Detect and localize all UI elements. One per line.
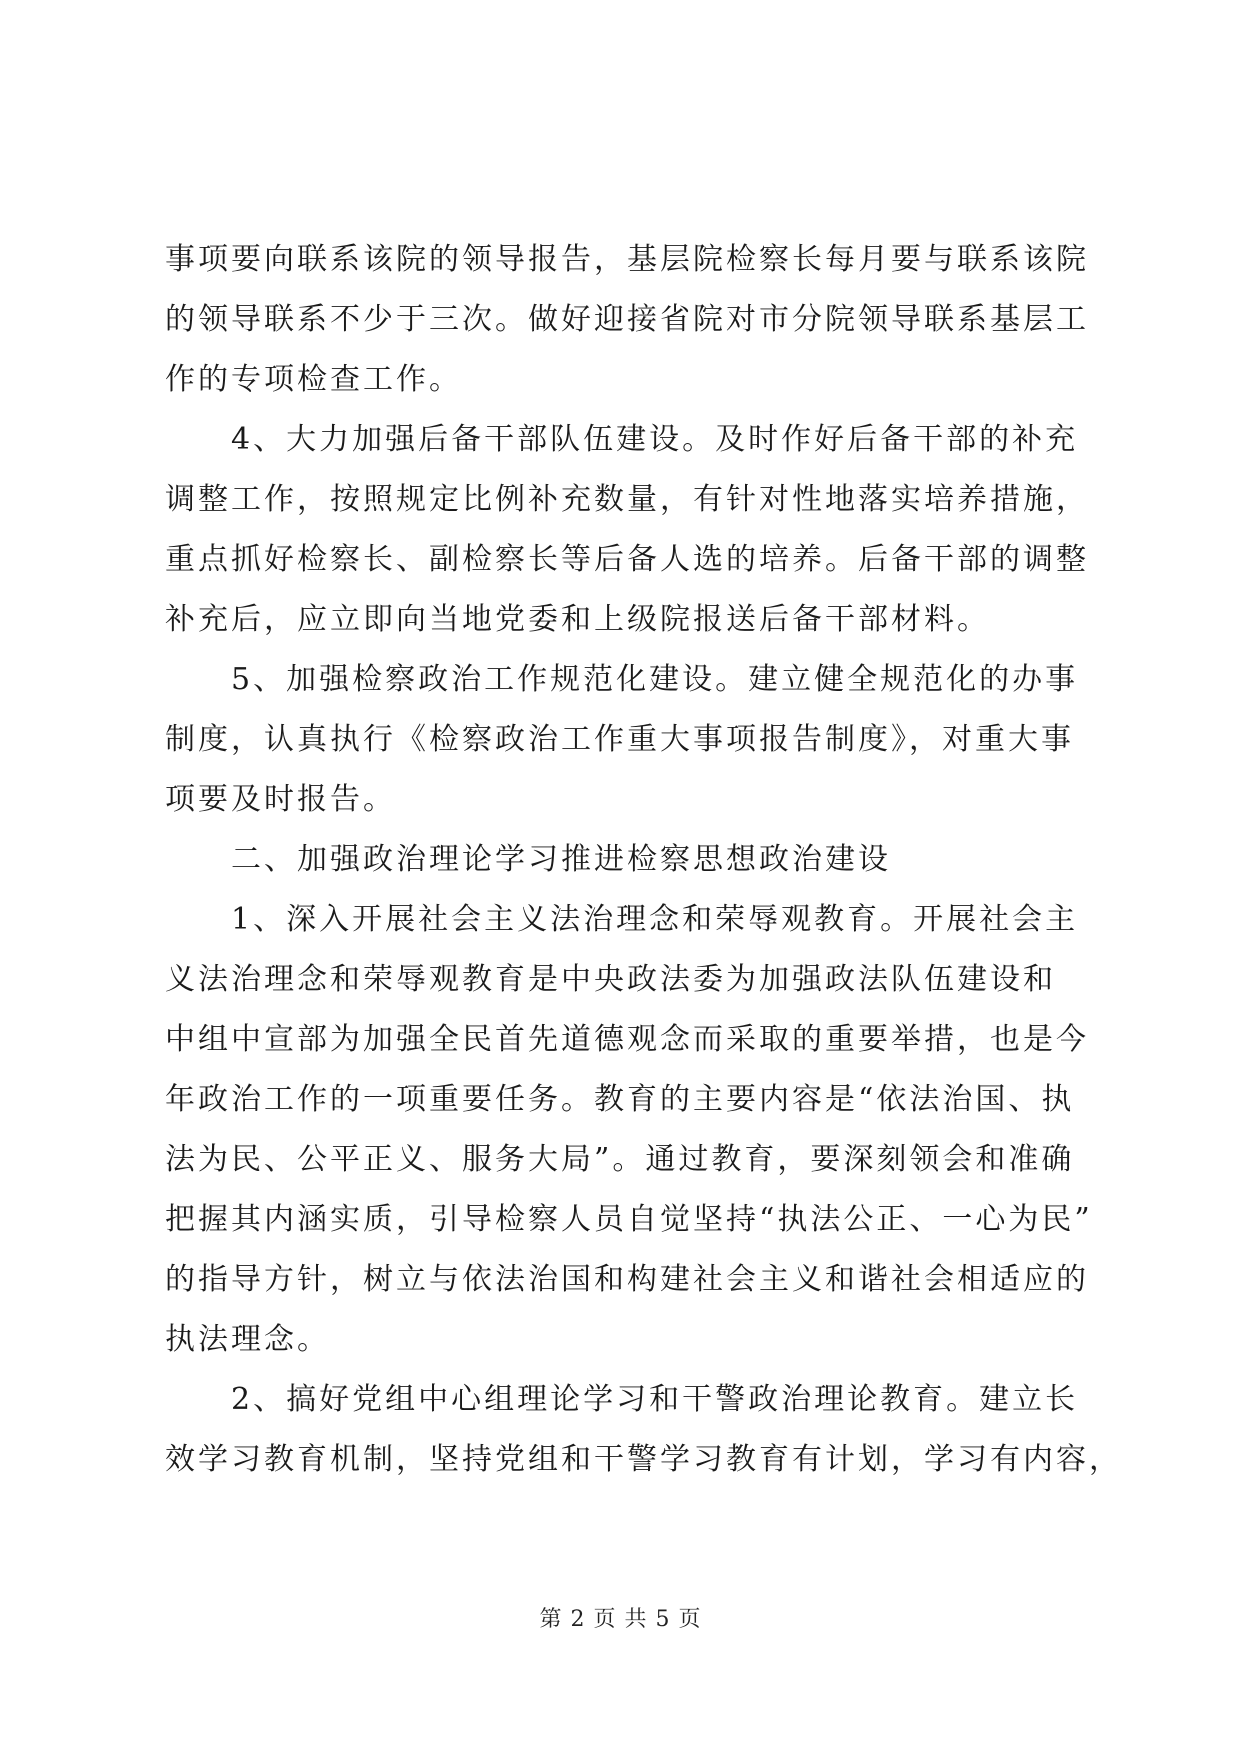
text-line: 1、深入开展社会主义法治理念和荣辱观教育。开展社会主: [231, 902, 1079, 937]
text-line: 效学习教育机制，坚持党组和干警学习教育有计划，学习有内容，: [165, 1442, 1122, 1477]
paragraph: [165, 890, 1093, 1370]
document-body: [165, 230, 1122, 1490]
text-line: 重点抓好检察长、副检察长等后备人选的培养。后备干部的调整: [165, 542, 1089, 577]
text-line: 法为民、公平正义、服务大局”。通过教育，要深刻领会和准确: [165, 1142, 1075, 1177]
text-line: 执法理念。: [165, 1322, 330, 1357]
text-line: 制度，认真执行《检察政治工作重大事项报告制度》，对重大事: [165, 722, 1074, 757]
text-line: 项要及时报告。: [165, 782, 396, 817]
text-line: 作的专项检查工作。: [165, 362, 462, 397]
text-line: 4、大力加强后备干部队伍建设。及时作好后备干部的补充: [231, 422, 1079, 457]
page-number-footer: 第 2 页 共 5 页: [539, 1607, 702, 1632]
text-line: 年政治工作的一项重要任务。教育的主要内容是“依法治国、执: [165, 1082, 1075, 1117]
text-line: 把握其内涵实质，引导检察人员自觉坚持“执法公正、一心为民”: [165, 1202, 1093, 1237]
paragraph: [165, 650, 1085, 830]
text-line: 义法治理念和荣辱观教育是中央政法委为加强政法队伍建设和: [165, 962, 1056, 997]
text-line: 补充后，应立即向当地党委和上级院报送后备干部材料。: [165, 602, 990, 637]
text-line: 5、加强检察政治工作规范化建设。建立健全规范化的办事: [231, 662, 1079, 697]
section-heading: [165, 830, 1085, 890]
text-line: 事项要向联系该院的领导报告，基层院检察长每月要与联系该院: [165, 242, 1089, 277]
text-line: 的指导方针，树立与依法治国和构建社会主义和谐社会相适应的: [165, 1262, 1089, 1297]
paragraph: [165, 230, 1089, 410]
text-line: 调整工作，按照规定比例补充数量，有针对性地落实培养措施，: [165, 482, 1089, 517]
text-line: 的领导联系不少于三次。做好迎接省院对市分院领导联系基层工: [165, 302, 1089, 337]
text-line: 中组中宣部为加强全民首先道德观念而采取的重要举措，也是今: [165, 1022, 1089, 1057]
paragraph: [165, 410, 1089, 650]
text-line: 二、加强政治理论学习推进检察思想政治建设: [231, 842, 891, 877]
text-line: 2、搞好党组中心组理论学习和干警政治理论教育。建立长: [231, 1382, 1079, 1417]
paragraph: [165, 1370, 1122, 1490]
